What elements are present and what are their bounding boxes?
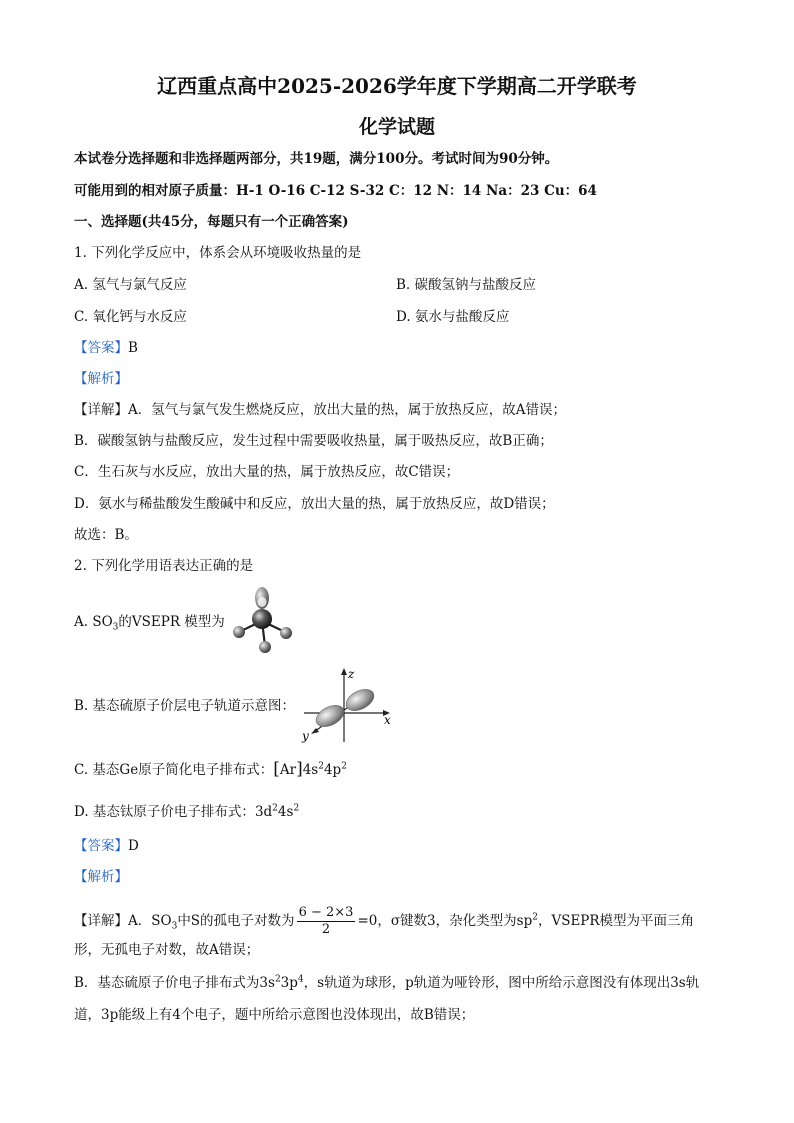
option-a-text: 的VSEPR 模型为 <box>118 614 225 630</box>
right-bracket: ] <box>296 759 303 779</box>
q1-stem: 1. 下列化学反应中，体系会从环境吸收热量的是 <box>74 245 362 261</box>
ti-4s-exp: 2 <box>293 803 300 814</box>
x-axis-label: x <box>384 713 391 727</box>
section-heading: 一、选择题(共45分，每题只有一个正确答案) <box>74 214 349 230</box>
q1-analysis-tag <box>74 370 128 388</box>
d1-sub: 3 <box>171 921 178 932</box>
y-axis-label: y <box>302 729 309 743</box>
ge-4p-exp: 2 <box>341 761 347 772</box>
so3-formula <box>92 614 119 633</box>
analysis-tag: 【解析】 <box>74 869 128 885</box>
z-axis-label: z <box>348 667 355 681</box>
intro-line-1: 本试卷分选择题和非选择题两部分，共19题，满分100分。考试时间为90分钟。 <box>74 151 559 167</box>
q1-answer-value: B <box>128 340 138 356</box>
q1-option-d: D. 氨水与盐酸反应 <box>396 309 510 325</box>
q2-option-c <box>74 760 347 779</box>
q2-detail-2 <box>74 974 699 992</box>
ge-4p: 4p <box>323 762 342 778</box>
so3-vsepr-model-image <box>226 586 298 656</box>
q2-option-a <box>74 613 225 631</box>
q2-stem: 2. 下列化学用语表达正确的是 <box>74 558 254 574</box>
exam-title: 辽西重点高中2025-2026学年度下学期高二开学联考 <box>157 74 637 98</box>
q1-option-b: B. 碳酸氢钠与盐酸反应 <box>396 277 537 293</box>
lone-pair-fraction <box>297 905 356 938</box>
q2-answer <box>74 837 139 855</box>
q1-detail-2: B．碳酸氢钠与盐酸反应，发生过程中需要吸收热量，属于吸热反应，故B正确； <box>74 433 553 449</box>
option-c-text: C. 基态Ge原子简化电子排布式： <box>74 762 274 778</box>
ti-3d: 3d <box>254 804 273 820</box>
q2-detail-1 <box>74 905 694 938</box>
p-orbital-diagram-image <box>296 664 396 744</box>
option-a-label: A. <box>74 614 89 630</box>
q1-option-c: C. 氧化钙与水反应 <box>74 309 187 325</box>
d1-part-c: =0，σ键数3，杂化类型为sp <box>357 913 533 929</box>
q2-option-b: B. 基态硫原子价层电子轨道示意图： <box>74 698 296 714</box>
analysis-tag: 【解析】 <box>74 371 128 387</box>
q1-conclusion: 故选：B。 <box>74 527 138 543</box>
fraction-numerator: 6 − 2×3 <box>298 905 354 920</box>
left-bracket: [ <box>273 759 280 779</box>
d2-part-b: 3p <box>280 975 298 991</box>
q2-detail-1-cont: 形，无孤电子对数，故A错误； <box>74 942 260 958</box>
so3-text: SO <box>92 614 113 630</box>
d2-part-c: ，s轨道为球形，p轨道为哑铃形，图中所给示意图没有体现出3s轨 <box>303 975 700 991</box>
d1-part-d: ，VSEPR模型为平面三角 <box>537 913 695 929</box>
d1-part-b: 中S的孤电子对数为 <box>177 913 295 929</box>
ti-4s: 4s <box>277 804 294 820</box>
d1-sp-exp: 2 <box>532 912 538 923</box>
so3-subscript: 3 <box>112 622 119 633</box>
detail-tag: 【详解】 <box>74 913 128 929</box>
q1-detail-4: D．氨水与稀盐酸发生酸碱中和反应，放出大量的热，属于放热反应，故D错误； <box>74 496 555 512</box>
d2-exp-1: 2 <box>274 974 281 985</box>
q2-detail-2-cont: 道，3p能级上有4个电子，题中所给示意图也没体现出，故B错误； <box>74 1007 475 1023</box>
ge-4s-exp: 2 <box>318 761 324 772</box>
answer-tag: 【答案】 <box>74 838 128 854</box>
subject-title: 化学试题 <box>358 116 435 138</box>
q2-answer-value: D <box>128 838 139 854</box>
d2-part-a: B．基态硫原子价电子排布式为3s <box>74 975 275 991</box>
fraction-denominator: 2 <box>321 922 331 937</box>
q1-detail-1 <box>74 401 566 419</box>
ti-3d-exp: 2 <box>272 803 278 814</box>
atomic-mass-line: 可能用到的相对原子质量：H-1 O-16 C-12 S-32 C：12 N：14 Na：23 Cu：64 <box>74 183 597 199</box>
answer-tag: 【答案】 <box>74 340 128 356</box>
q2-option-d <box>74 803 299 821</box>
option-d-text: D. 基态钛原子价电子排布式： <box>74 804 255 820</box>
q1-detail-3: C．生石灰与水反应，放出大量的热，属于放热反应，故C错误； <box>74 464 460 480</box>
d2-exp-2: 4 <box>297 974 304 985</box>
detail-tag: 【详解】 <box>74 402 128 418</box>
ge-4s: 4s <box>302 762 319 778</box>
q1-option-a: A. 氢气与氯气反应 <box>74 277 187 293</box>
q1-answer <box>74 339 138 357</box>
q2-analysis-tag <box>74 868 128 886</box>
noble-gas-core: Ar <box>279 762 297 778</box>
q1-detail-a: A．氢气与氯气发生燃烧反应，放出大量的热，属于放热反应，故A错误； <box>128 402 566 418</box>
d1-part-a: A．SO <box>128 913 172 929</box>
